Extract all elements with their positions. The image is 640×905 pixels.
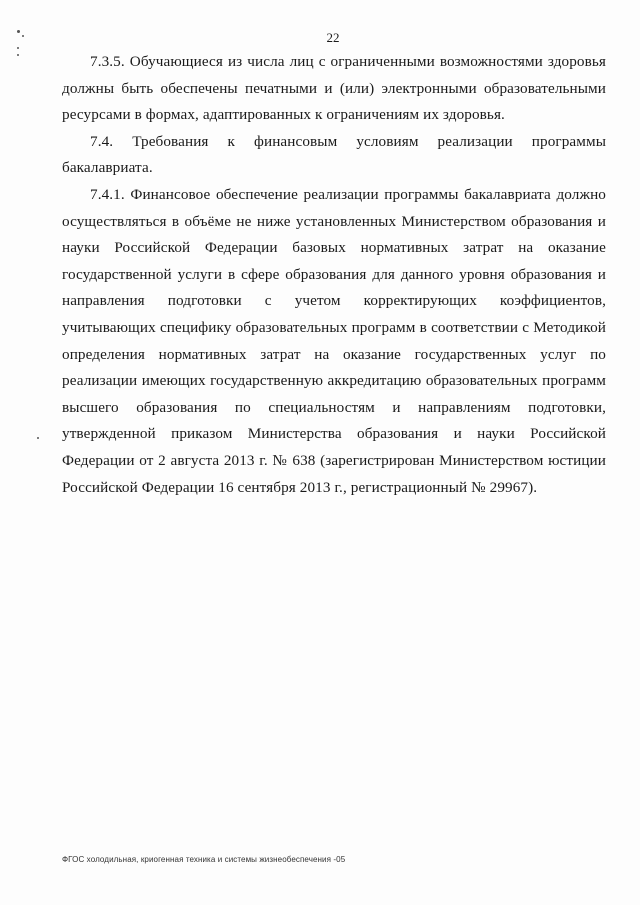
- scan-speck: [17, 54, 19, 56]
- document-footer: ФГОС холодильная, криогенная техника и системы жизнеобеспечения -05: [62, 855, 346, 864]
- scan-speck: [17, 47, 19, 49]
- paragraph-7-4: 7.4. Требования к финансовым условиям реализации программы бакалавриата.: [62, 132, 606, 177]
- scan-speck: [37, 437, 39, 439]
- paragraph-7-4-1: 7.4.1. Финансовое обеспечение реализации программы бакалавриата должно осуществляться в объёме не ниже установленных Министерством образования и науки Российской Федерации базовых нормативных затрат на оказание государственной услуги в сфере образования для данного уровня образования и направления подготовки с учетом корректирующих коэффициентов, учитывающих специфику образовательных программ в соответствии с Методикой определения нормативных затрат на оказание государственных услуг по реализации имеющих государственную аккредитацию образовательных программ высшего образования по специальностям и направлениям подготовки, утвержденной приказом Министерства образования и науки Российской Федерации от 2 августа 2013 г. № 638 (зарегистрирован Министерством юстиции Российской Федерации 16 сентября 2013 г., регистрационный № 29967).: [62, 185, 606, 496]
- document-body: [62, 49, 606, 501]
- page-number: 22: [326, 30, 340, 45]
- paragraph-7-3-5: 7.3.5. Обучающиеся из числа лиц с ограниченными возможностями здоровья должны быть обеспечены печатными и (или) электронными образовательными ресурсами в формах, адаптированных к ограничениям их здоровья.: [62, 53, 606, 124]
